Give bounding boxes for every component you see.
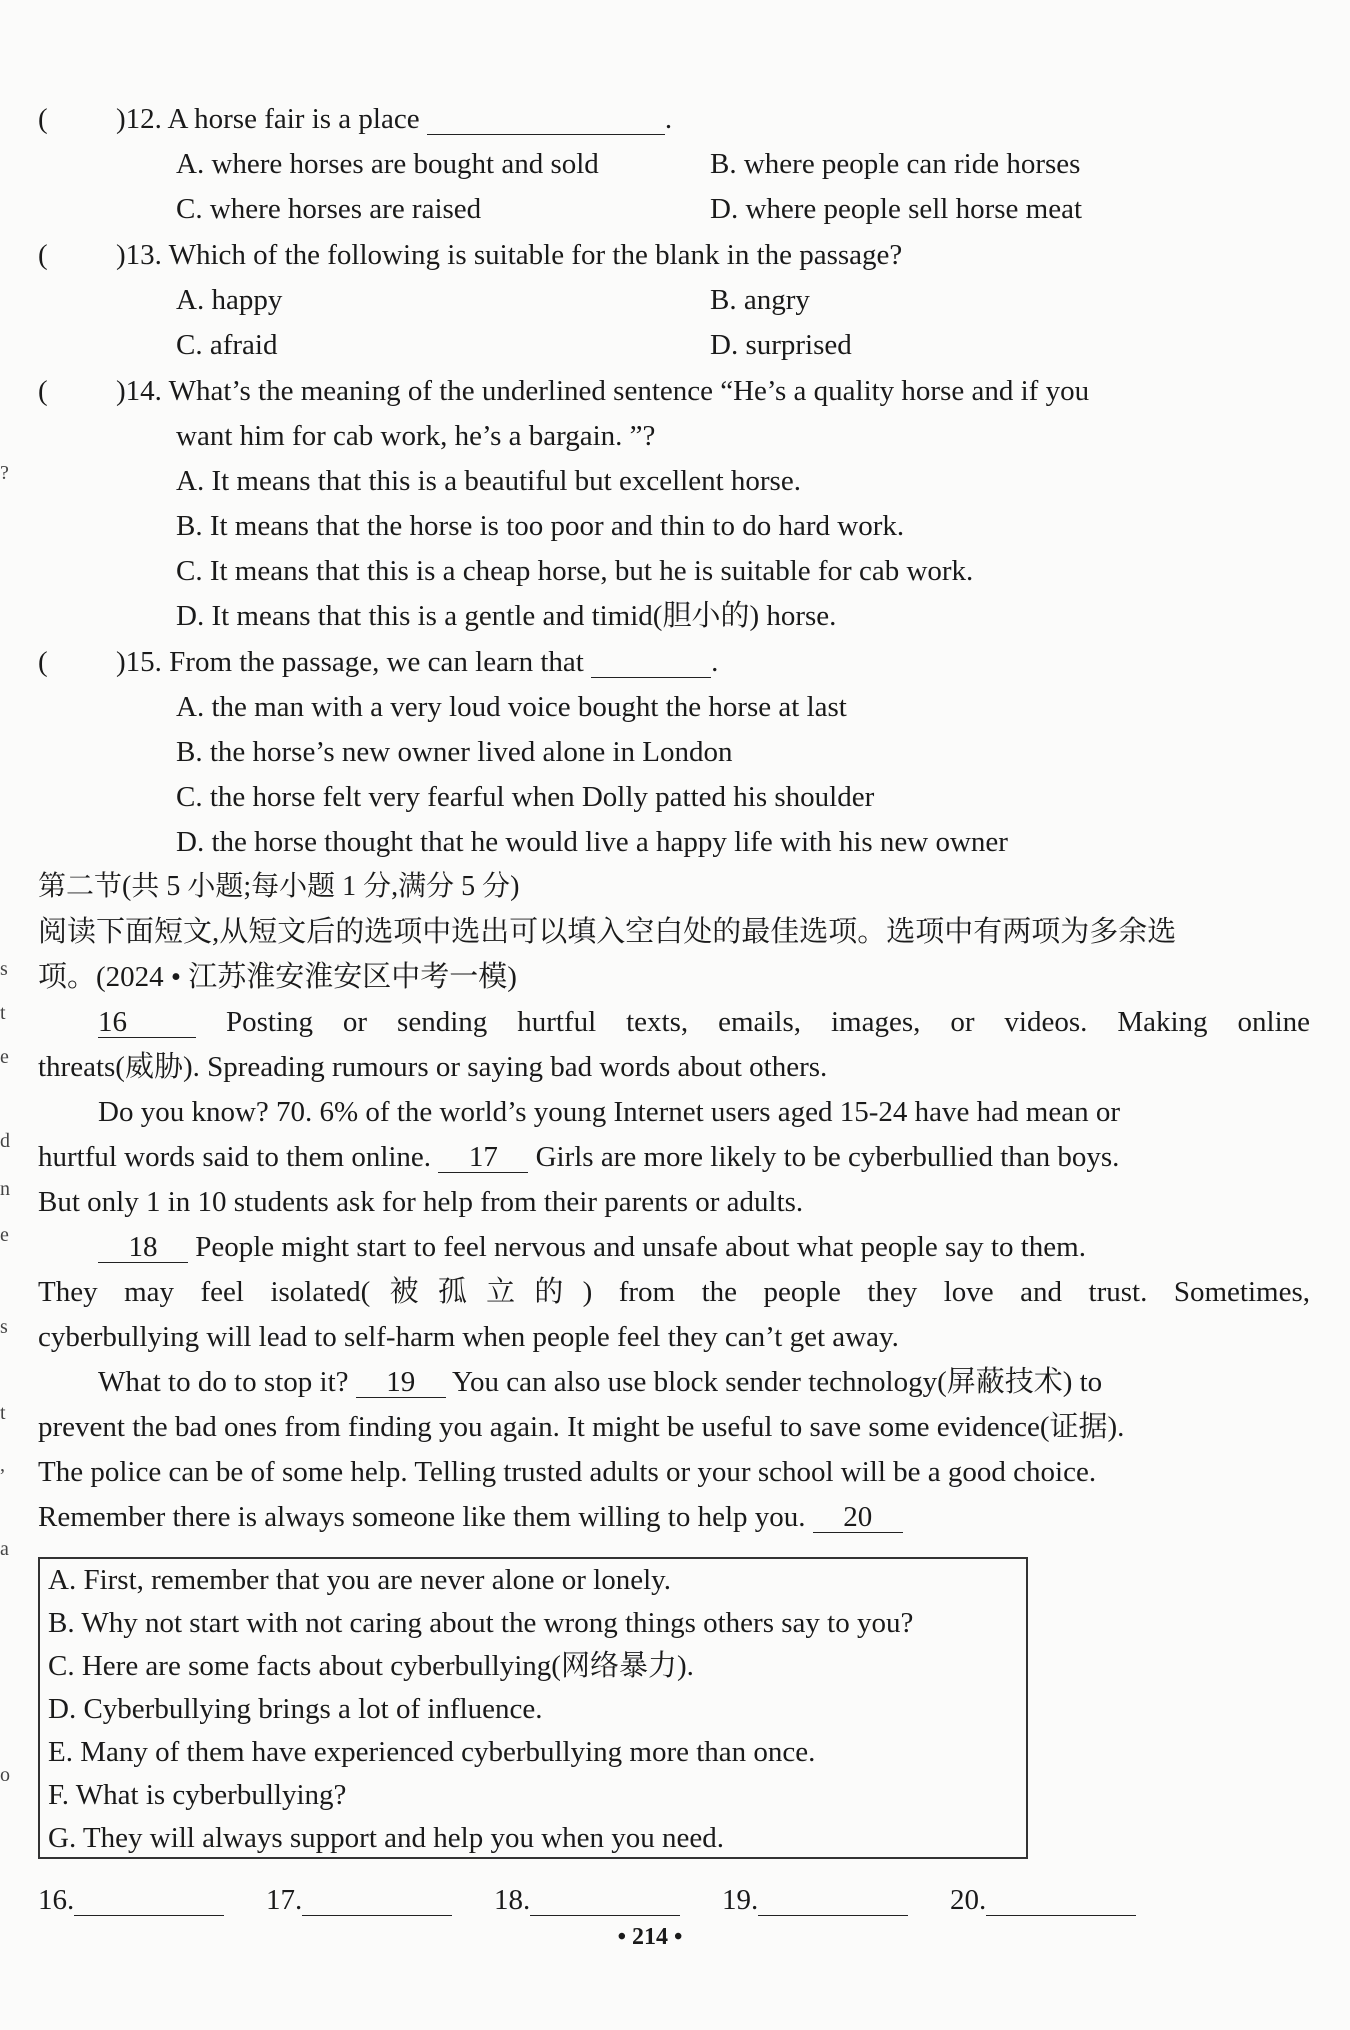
- section-title: 第二节(共 5 小题;每小题 1 分,满分 5 分): [38, 871, 520, 902]
- box-option-f[interactable]: F. What is cyberbullying?: [48, 1779, 347, 1811]
- answer-blank-19[interactable]: [758, 1885, 908, 1916]
- option-d[interactable]: D. It means that this is a gentle and timid(胆小的) horse.: [176, 600, 837, 632]
- option-c[interactable]: C. It means that this is a cheap horse, but he is suitable for cab work.: [176, 555, 974, 587]
- box-option-b[interactable]: B. Why not start with not caring about the wrong things others say to you?: [48, 1607, 914, 1639]
- options-box: [38, 1557, 1028, 1859]
- answer-20: 20.: [950, 1880, 1136, 1920]
- answer-bracket[interactable]: (: [38, 239, 48, 271]
- box-option-d[interactable]: D. Cyberbullying brings a lot of influence.: [48, 1693, 543, 1725]
- question-stem-cont: want him for cab work, he’s a bargain. ”?: [176, 420, 656, 452]
- option-a[interactable]: A. where horses are bought and sold: [176, 148, 599, 180]
- box-option-a[interactable]: A. First, remember that you are never alone or lonely.: [48, 1564, 672, 1596]
- option-b[interactable]: B. It means that the horse is too poor and thin to do hard work.: [176, 510, 905, 542]
- question-stem: )13. Which of the following is suitable for the blank in the passage?: [116, 239, 903, 271]
- passage-line: Do you know? 70. 6% of the world’s young Internet users aged 15-24 have had mean or: [98, 1096, 1120, 1128]
- passage-line: Remember there is always someone like them willing to help you. 20: [38, 1496, 1310, 1538]
- option-c[interactable]: C. where horses are raised: [176, 193, 482, 225]
- option-c[interactable]: C. the horse felt very fearful when Dolly patted his shoulder: [176, 781, 875, 813]
- passage-line: prevent the bad ones from finding you again. It might be useful to save some evidence(证据).: [38, 1411, 1125, 1443]
- answer-bracket[interactable]: (: [38, 103, 48, 135]
- option-b[interactable]: B. the horse’s new owner lived alone in London: [176, 736, 733, 768]
- passage-line: threats(威胁). Spreading rumours or saying bad words about others.: [38, 1051, 828, 1083]
- edge-char: s: [0, 958, 8, 980]
- edge-char: n: [0, 1178, 10, 1200]
- gap-18[interactable]: 18: [98, 1232, 188, 1263]
- answer-bracket[interactable]: (: [38, 375, 48, 407]
- section-instructions: 阅读下面短文,从短文后的选项中选出可以填入空白处的最佳选项。选项中有两项为多余选: [38, 916, 1177, 948]
- question-15: ( )15. From the passage, we can learn that .: [38, 641, 1310, 683]
- passage-line: They may feel isolated(被孤立的) from the people they love and trust. Sometimes,: [38, 1276, 1310, 1308]
- option-c[interactable]: C. afraid: [176, 329, 278, 361]
- passage-line: 18 People might start to feel nervous and unsafe about what people say to them.: [98, 1226, 1310, 1268]
- answer-blank-16[interactable]: [74, 1885, 224, 1916]
- box-option-c[interactable]: C. Here are some facts about cyberbullying(网络暴力).: [48, 1650, 694, 1682]
- edge-char: t: [0, 1402, 6, 1424]
- answer-blank[interactable]: [427, 104, 665, 135]
- option-a[interactable]: A. It means that this is a beautiful but excellent horse.: [176, 465, 801, 497]
- option-a[interactable]: A. the man with a very loud voice bought the horse at last: [176, 691, 847, 723]
- question-stem: )12. A horse fair is a place: [116, 103, 420, 135]
- edge-char: t: [0, 1002, 6, 1024]
- gap-19[interactable]: 19: [356, 1367, 446, 1398]
- question-14: [38, 370, 1310, 412]
- edge-char: o: [0, 1764, 10, 1786]
- edge-char: ,: [0, 1454, 5, 1476]
- answer-bracket[interactable]: (: [38, 646, 48, 678]
- passage-line: But only 1 in 10 students ask for help from their parents or adults.: [38, 1186, 804, 1218]
- question-stem: )14. What’s the meaning of the underlined sentence “He’s a quality horse and if you: [116, 375, 1090, 407]
- answer-blank-20[interactable]: [986, 1885, 1136, 1916]
- passage-line: What to do to stop it? 19 You can also use block sender technology(屏蔽技术) to: [98, 1366, 1103, 1398]
- option-d[interactable]: D. where people sell horse meat: [710, 193, 1083, 225]
- gap-20[interactable]: 20: [813, 1502, 903, 1533]
- passage-line: hurtful words said to them online. 17 Girls are more likely to be cyberbullied than boys.: [38, 1141, 1120, 1173]
- section-source: 项。(2024 • 江苏淮安淮安区中考一模): [38, 961, 517, 993]
- answer-19: 19.: [722, 1880, 908, 1920]
- option-d[interactable]: D. surprised: [710, 329, 852, 361]
- option-b[interactable]: B. angry: [710, 284, 810, 316]
- answer-blank[interactable]: [591, 647, 711, 678]
- gap-17[interactable]: 17: [438, 1142, 528, 1173]
- question-stem: )15. From the passage, we can learn that: [116, 646, 584, 678]
- answer-blank-17[interactable]: [302, 1885, 452, 1916]
- question-12: ( )12. A horse fair is a place .: [38, 98, 1310, 140]
- answer-16: 16.: [38, 1880, 224, 1920]
- option-d[interactable]: D. the horse thought that he would live a happy life with his new owner: [176, 826, 1008, 858]
- edge-char: a: [0, 1538, 9, 1560]
- passage-line: The police can be of some help. Telling trusted adults or your school will be a good choice.: [38, 1456, 1097, 1488]
- passage-line: cyberbullying will lead to self-harm when people feel they can’t get away.: [38, 1321, 899, 1353]
- answer-17: 17.: [266, 1880, 452, 1920]
- edge-char: ?: [0, 462, 9, 484]
- edge-char: d: [0, 1130, 10, 1152]
- gap-16[interactable]: 16: [98, 1007, 196, 1038]
- edge-char: e: [0, 1046, 9, 1068]
- edge-char: e: [0, 1224, 9, 1246]
- option-b[interactable]: B. where people can ride horses: [710, 148, 1081, 180]
- question-13: [38, 234, 1310, 276]
- option-a[interactable]: A. happy: [176, 284, 283, 316]
- box-option-g[interactable]: G. They will always support and help you when you need.: [48, 1822, 725, 1854]
- page-number: • 214 •: [617, 1924, 683, 1950]
- passage-line: 16 Posting or sending hurtful texts, emails, images, or videos. Making online: [98, 1006, 1310, 1038]
- answer-18: 18.: [494, 1880, 680, 1920]
- box-option-e[interactable]: E. Many of them have experienced cyberbullying more than once.: [48, 1736, 816, 1768]
- edge-char: s: [0, 1316, 8, 1338]
- answer-blank-18[interactable]: [530, 1885, 680, 1916]
